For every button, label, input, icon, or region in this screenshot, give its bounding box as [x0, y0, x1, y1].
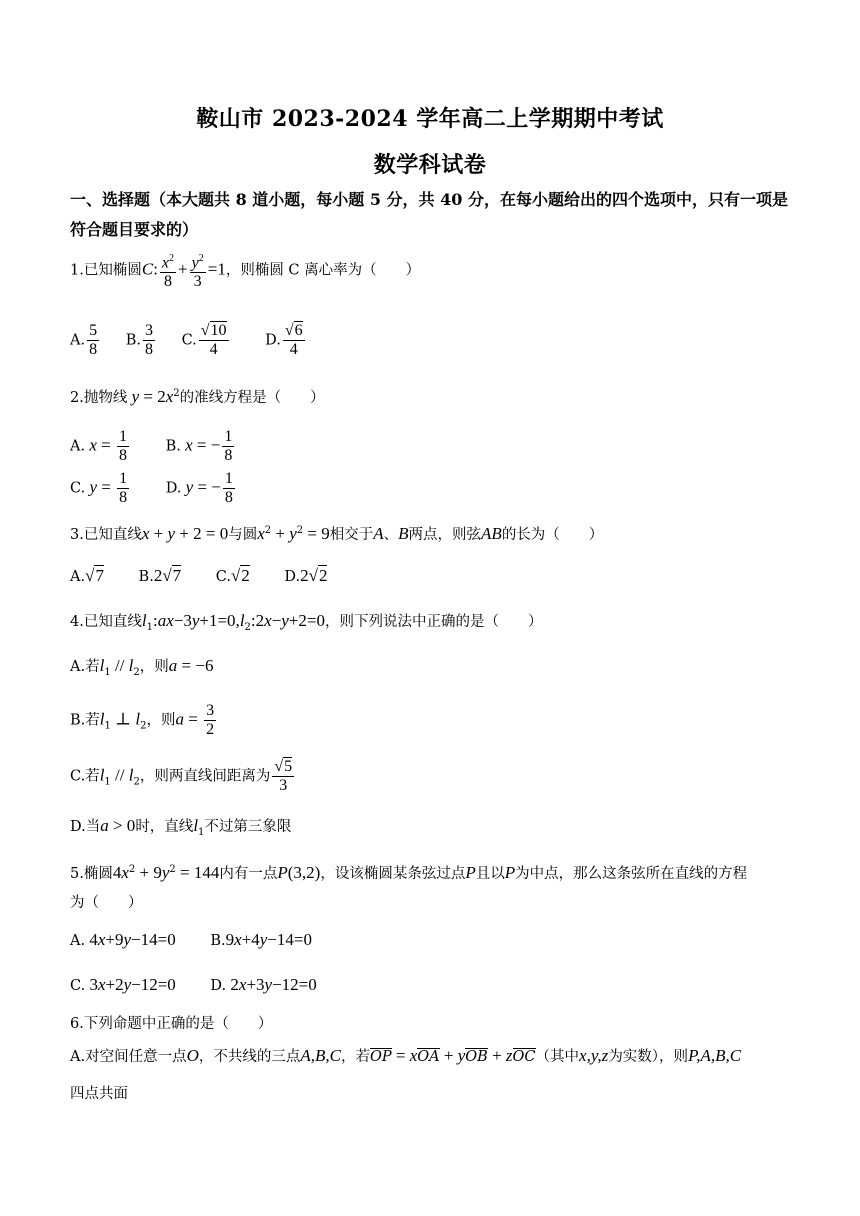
q5-option-a: A. 4x+9y−14=0	[70, 930, 176, 949]
q2-option-a: A. x = $\frac{1}{8}$	[70, 428, 127, 464]
q4-option-d: D.当a > 0时，直线$l_1$不过第三象限	[70, 816, 292, 838]
q2-option-b: B. x = − $\frac{1}{8}$	[165, 428, 233, 464]
q1-option-d: D. $\frac{√6}{4}$	[265, 322, 303, 358]
question-2: 2.抛物线 $y = 2x^2$的准线方程是（ ）	[70, 386, 325, 406]
q1-option-a: A. $\frac{5}{8}$	[70, 322, 98, 358]
q4-option-c: C.若$l_1 // l_2$，则两直线间距离为 $\frac{√5}{3}$	[70, 758, 293, 794]
q1-options	[70, 322, 307, 359]
q3-options	[70, 566, 327, 587]
q1-frac-x: $\frac{x^2}{8}$	[160, 250, 176, 291]
q5-line-2: 为（ ）	[70, 895, 143, 911]
q3-option-b: B.2√7	[138, 566, 182, 585]
q3-option-d: D.2√2	[284, 566, 328, 585]
question-1: 1.已知椭圆C: $\frac{x^2}{8}$ + $\frac{y^2}{3}$ =1，则椭圆 C 离心率为（ ）	[70, 250, 420, 291]
q5-option-c: C. 3x+2y−12=0	[70, 975, 176, 994]
question-3: 3.已知直线x + y + 2 = 0与圆$x^2 + y^2 = 9$相交于A、B两点，则弦AB的长为（ ）	[70, 523, 604, 543]
question-6: 6.下列命题中正确的是（ ）	[70, 1016, 273, 1032]
q1-math: C	[141, 259, 154, 279]
q2-options-ab	[70, 428, 236, 465]
q1-option-c: C. $\frac{√10}{4}$	[181, 322, 227, 358]
q2-options-cd	[70, 470, 237, 507]
q1-option-b: B. $\frac{3}{8}$	[125, 322, 153, 358]
q1-suffix: ，则椭圆 C 离心率为（ ）	[225, 262, 421, 279]
q5-options-cd	[70, 975, 317, 996]
q6-option-a: A.对空间任意一点O，不共线的三点A,B,C，若OP = xOA + yOB + zOC（其中x,y,z为实数），则P,A,B,C	[70, 1046, 742, 1065]
q2-option-d: D. y = − $\frac{1}{8}$	[165, 470, 233, 506]
question-4: 4.已知直线$l_1:ax-3y+1=0,l_2:2x-y+2=0$，则下列说法中正确的是（ ）	[70, 611, 543, 633]
q6-option-a-line-2: 四点共面	[70, 1086, 128, 1102]
exam-subtitle: 数学科试卷	[373, 152, 487, 178]
question-5: 5.椭圆$4x^2 + 9y^2 = 144$内有一点P(3,2)，设该椭圆某条弦过点P且以P为中点，那么这条弦所在直线的方程	[70, 862, 748, 882]
q1-prefix: 1.已知椭圆	[70, 262, 142, 279]
q4-option-a: A.若$l_1 // l_2$，则a = −6	[70, 656, 214, 678]
q2-option-c: C. y = $\frac{1}{8}$	[70, 470, 128, 506]
q3-option-a: A.√7	[70, 566, 104, 585]
q5-option-b: B.9x+4y−14=0	[210, 930, 312, 949]
section-heading: 一、选择题（本大题共 8 道小题，每小题 5 分，共 40 分，在每小题给出的四个选项中，只有一项是符合题目要求的）	[70, 190, 788, 239]
q5-option-d: D. 2x+3y−12=0	[210, 975, 317, 994]
q4-option-b: B.若$l_1$ ⊥ $l_2$，则a = $\frac{3}{2}$	[70, 702, 215, 738]
q3-option-c: C.√2	[215, 566, 250, 585]
q1-frac-y: $\frac{y^2}{3}$	[190, 250, 206, 291]
q5-options-ab	[70, 930, 312, 951]
exam-title: 鞍山市 2023-2024 学年高二上学期期中考试	[196, 106, 664, 132]
